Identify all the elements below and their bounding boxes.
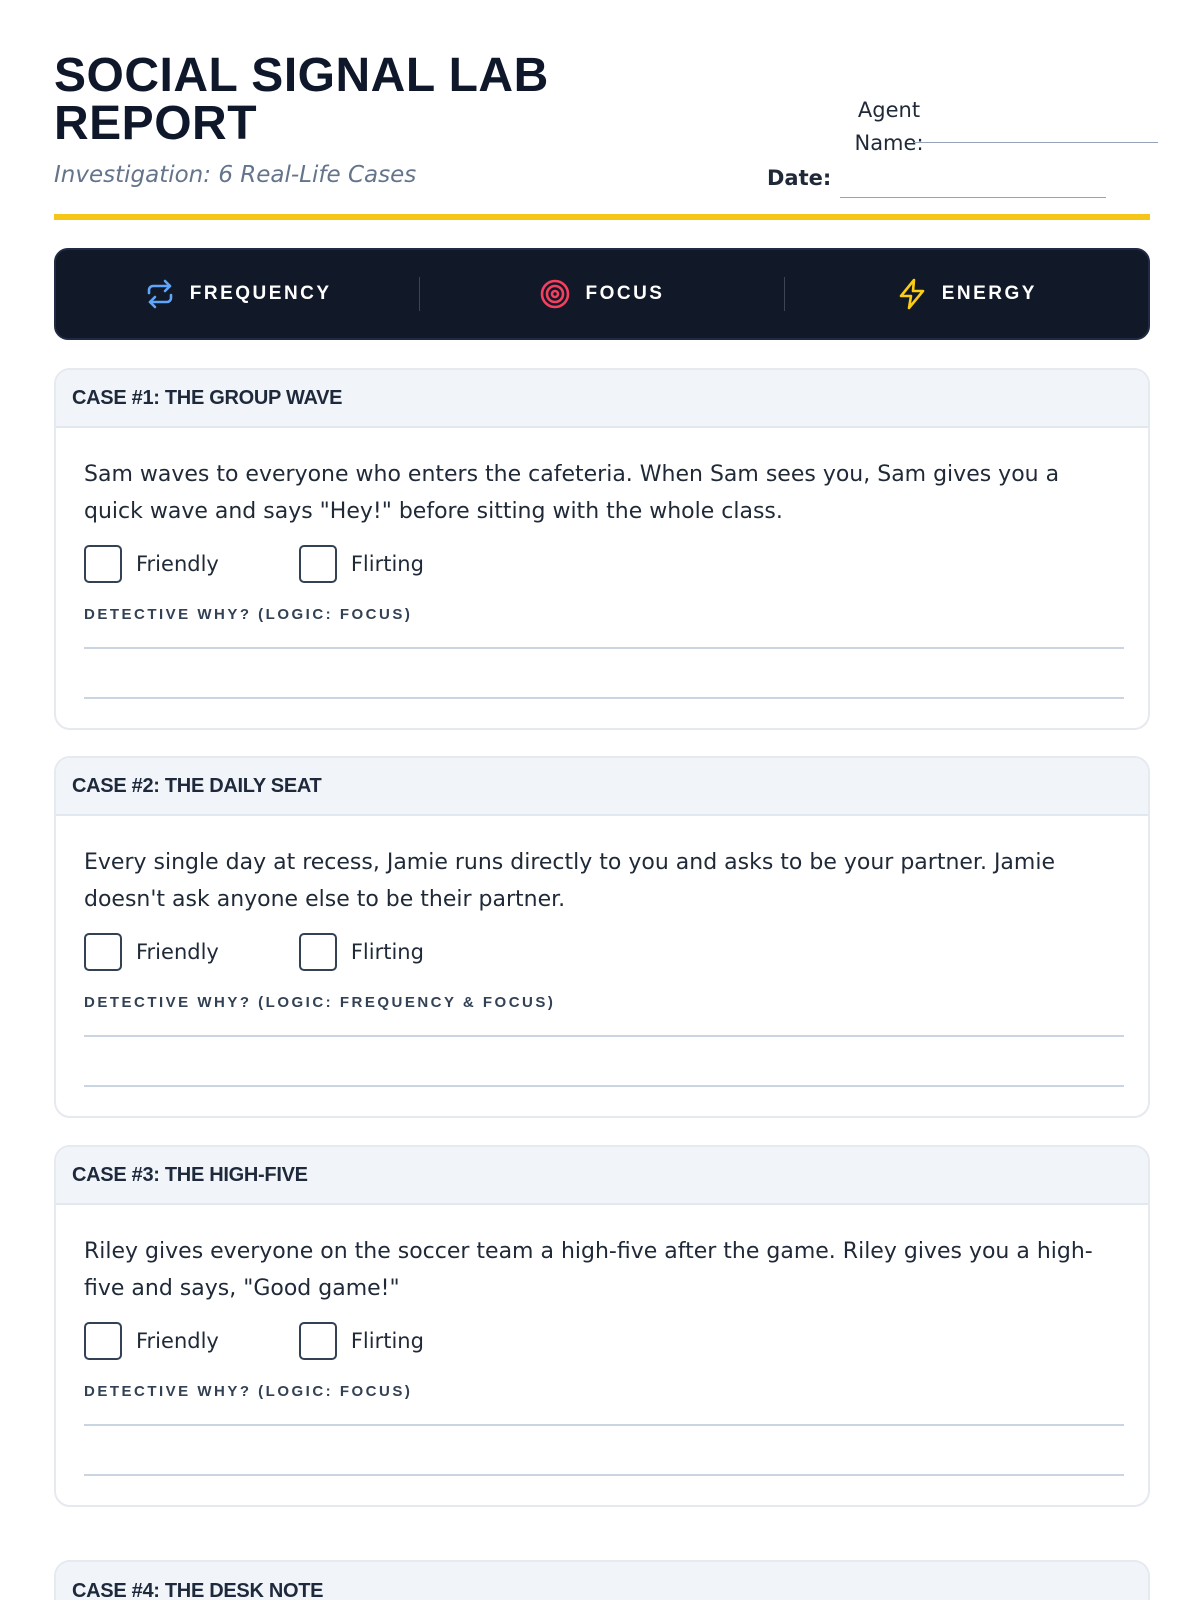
- header-divider: [54, 214, 1150, 220]
- answer-line[interactable]: [84, 1085, 1124, 1087]
- case-card-1: [54, 368, 1150, 730]
- case-choices: [84, 544, 1120, 584]
- agent-label-line-1: Agent: [857, 98, 921, 122]
- answer-line[interactable]: [84, 697, 1124, 699]
- friendly-checkbox[interactable]: [84, 545, 122, 583]
- friendly-checkbox[interactable]: [84, 933, 122, 971]
- agent-label-line-2: Name:: [854, 131, 924, 155]
- friendly-option[interactable]: [84, 1322, 219, 1360]
- friendly-label: Friendly: [136, 552, 219, 576]
- flirting-label: Flirting: [350, 1329, 424, 1353]
- detective-why-label: DETECTIVE WHY? (LOGIC: FOCUS): [84, 1383, 413, 1400]
- lightning-icon: [896, 278, 928, 310]
- date-label: Date:: [767, 166, 832, 190]
- friendly-option[interactable]: [84, 933, 219, 971]
- legend-label-focus: FOCUS: [585, 283, 665, 304]
- case-choices: [84, 932, 1120, 972]
- answer-line[interactable]: [84, 647, 1124, 649]
- case-title: CASE #3: THE HIGH-FIVE: [56, 1147, 1148, 1205]
- signal-legend-bar: [54, 248, 1150, 340]
- agent-name-label: [824, 94, 954, 160]
- case-title: CASE #4: THE DESK NOTE: [56, 1562, 1148, 1600]
- agent-name-field[interactable]: [914, 142, 1158, 143]
- legend-item-frequency: [56, 278, 419, 310]
- friendly-label: Friendly: [136, 940, 219, 964]
- friendly-label: Friendly: [136, 1329, 219, 1353]
- friendly-option[interactable]: [84, 545, 219, 583]
- page-subtitle: Investigation: 6 Real-Life Cases: [54, 162, 417, 188]
- case-card-2: [54, 756, 1150, 1118]
- case-scenario-text: Sam waves to everyone who enters the cafeteria. When Sam sees you, Sam gives you a quick wave and says "Hey!" before sitting with the whole class.: [84, 462, 1060, 524]
- legend-item-energy: [785, 278, 1148, 310]
- case-scenario-text: Riley gives everyone on the soccer team a high-five after the game. Riley gives you a high-five and says, "Good game!": [84, 1239, 1093, 1301]
- flirting-option[interactable]: [299, 545, 424, 583]
- legend-item-focus: [420, 278, 783, 310]
- answer-line[interactable]: [84, 1424, 1124, 1426]
- case-card-3: [54, 1145, 1150, 1507]
- answer-line[interactable]: [84, 1035, 1124, 1037]
- flirting-option[interactable]: [299, 1322, 424, 1360]
- case-title: CASE #1: THE GROUP WAVE: [56, 370, 1148, 428]
- friendly-checkbox[interactable]: [84, 1322, 122, 1360]
- legend-label-frequency: FREQUENCY: [189, 283, 332, 304]
- flirting-label: Flirting: [350, 940, 424, 964]
- repeat-icon: [144, 278, 176, 310]
- flirting-checkbox[interactable]: [299, 933, 337, 971]
- flirting-label: Flirting: [350, 552, 424, 576]
- date-field[interactable]: [840, 197, 1106, 198]
- page-title: SOCIAL SIGNAL LAB REPORT: [54, 49, 549, 150]
- detective-why-label: DETECTIVE WHY? (LOGIC: FREQUENCY & FOCUS): [84, 994, 556, 1011]
- case-scenario-text: Every single day at recess, Jamie runs directly to you and asks to be your partner. Jamie doesn't ask anyone else to be their partner.: [84, 850, 1055, 912]
- case-title: CASE #2: THE DAILY SEAT: [56, 758, 1148, 816]
- legend-label-energy: ENERGY: [941, 283, 1037, 304]
- detective-why-label: DETECTIVE WHY? (LOGIC: FOCUS): [84, 606, 413, 623]
- case-card-4: [54, 1560, 1150, 1600]
- target-icon: [539, 278, 571, 310]
- answer-line[interactable]: [84, 1474, 1124, 1476]
- report-header: [54, 49, 1150, 222]
- case-choices: [84, 1321, 1120, 1361]
- flirting-checkbox[interactable]: [299, 545, 337, 583]
- flirting-checkbox[interactable]: [299, 1322, 337, 1360]
- flirting-option[interactable]: [299, 933, 424, 971]
